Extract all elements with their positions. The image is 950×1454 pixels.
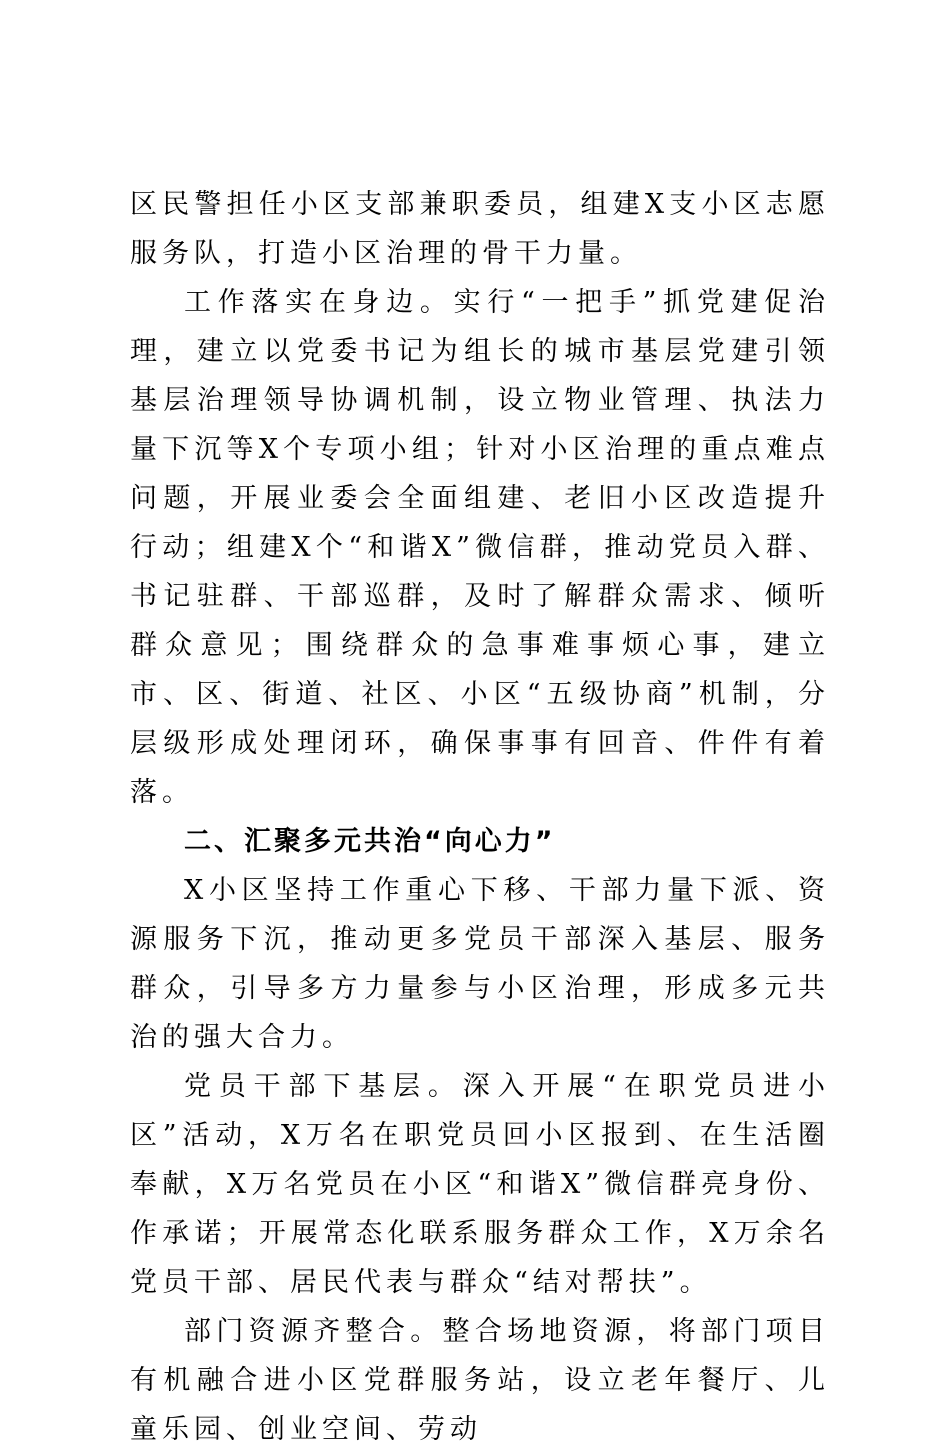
paragraph-continued: 区民警担任小区支部兼职委员，组建X支小区志愿服务队，打造小区治理的骨干力量。 <box>130 189 830 269</box>
document-body <box>130 180 830 1454</box>
paragraph-party-cadres: 党员干部下基层。深入开展“在职党员进小区”活动，X万名在职党员回小区报到、在生活圈奉献，X万名党员在小区“和谐X”微信群亮身份、作承诺；开展常态化联系服务群众工作，X万余名党员干部、居民代表与群众“结对帮扶”。 <box>130 1071 830 1298</box>
paragraph-section-intro: X小区坚持工作重心下移、干部力量下派、资源服务下沉，推动更多党员干部深入基层、服务群众，引导多方力量参与小区治理，形成多元共治的强大合力。 <box>130 875 830 1053</box>
paragraph-resource-integration: 部门资源齐整合。整合场地资源，将部门项目有机融合进小区党群服务站，设立老年餐厅、儿童乐园、创业空间、劳动 <box>130 1316 830 1445</box>
section-heading: 二、汇聚多元共治“向心力” <box>184 826 556 857</box>
paragraph-work-implementation: 工作落实在身边。实行“一把手”抓党建促治理，建立以党委书记为组长的城市基层党建引领基层治理领导协调机制，设立物业管理、执法力量下沉等X个专项小组；针对小区治理的重点难点问题，开展业委会全面组建、老旧小区改造提升行动；组建X个“和谐X”微信群，推动党员入群、书记驻群、干部巡群，及时了解群众需求、倾听群众意见；围绕群众的急事难事烦心事，建立市、区、街道、社区、小区“五级协商”机制，分层级形成处理闭环，确保事事有回音、件件有着落。 <box>130 287 830 808</box>
